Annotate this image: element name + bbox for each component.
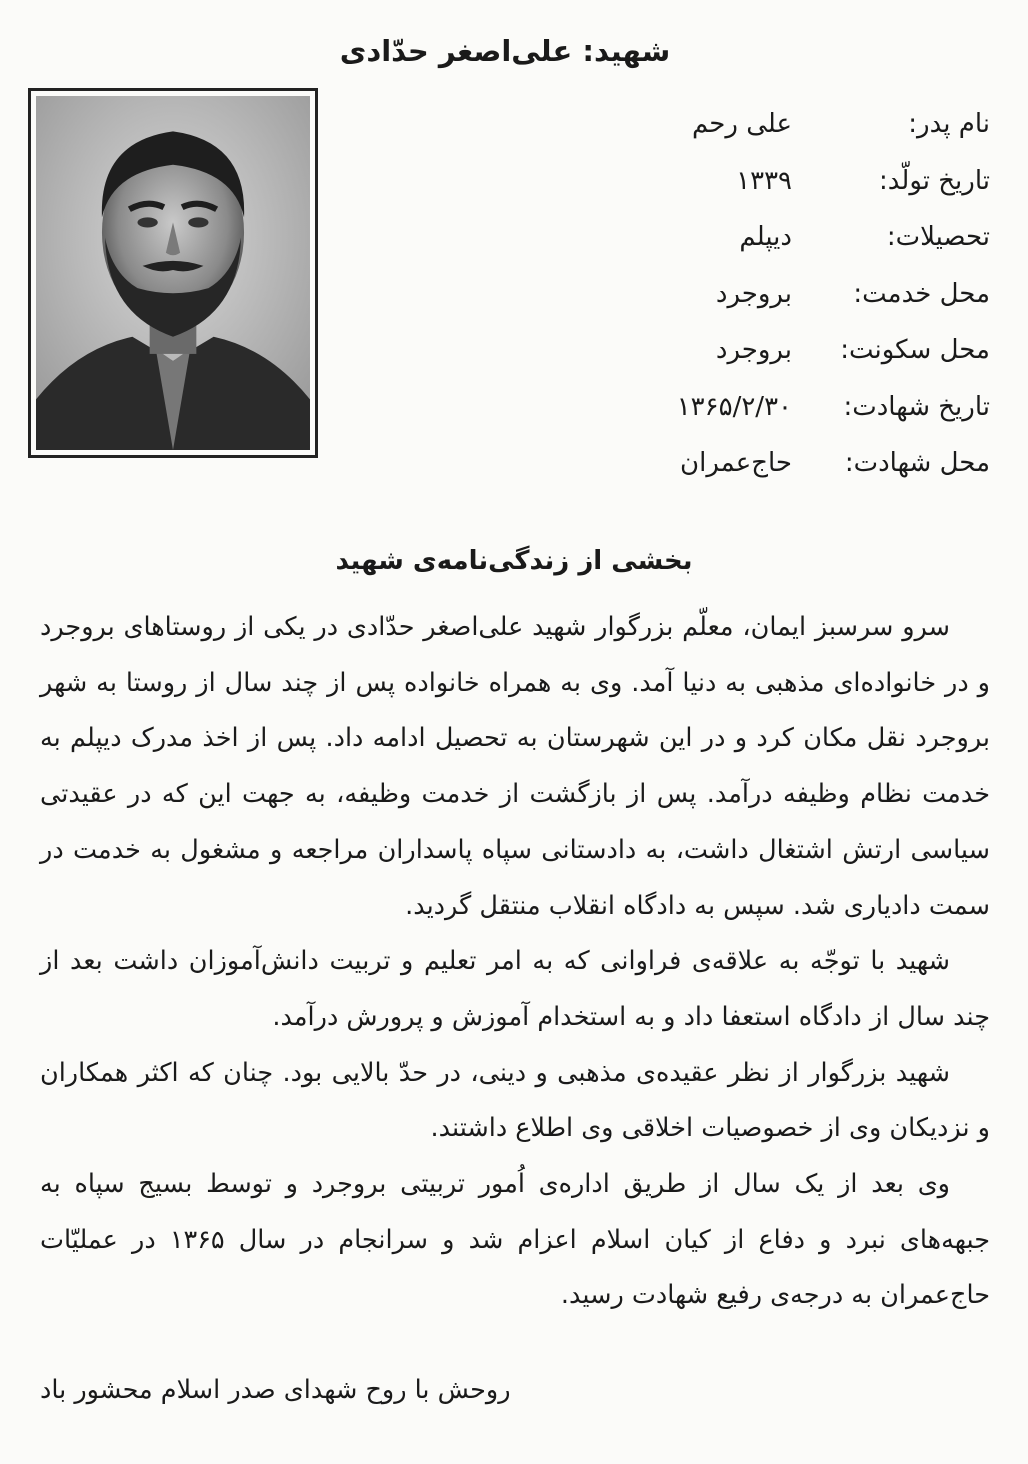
info-label: تحصیلات: bbox=[886, 222, 990, 253]
info-value: حاج‌عمران bbox=[680, 448, 792, 479]
biography-paragraph: وی بعد از یک سال از طریق اداره‌ی اُمور تربیتی بروجرد و توسط بسیج سپاه به جبهه‌های نبرد و دفاع از کیان اسلام اعزام شد و سرانجام در سال ۱۳۶۵ در عملیّات حاج‌عمران به درجه‌ی رفیع شهادت رسید. bbox=[40, 1169, 990, 1311]
info-value: ۱۳۶۵/۲/۳۰ bbox=[676, 391, 792, 422]
biography-paragraph: شهید با توجّه به علاقه‌ی فراوانی که به امر تعلیم و تربیت دانش‌آموزان داشت بعد از چند سال از دادگاه استعفا داد و به استخدام آموزش و پرورش درآمد. bbox=[40, 946, 990, 1032]
biography-paragraph: شهید بزرگوار از نظر عقیده‌ی مذهبی و دینی، در حدّ بالایی بود. چنان که اکثر همکاران و نزدیکان وی از خصوصیات اخلاقی وی اطلاع داشتند. bbox=[40, 1057, 990, 1144]
info-label: تاریخ تولّد: bbox=[879, 165, 990, 196]
martyr-portrait-photo bbox=[28, 88, 318, 458]
martyr-info-list bbox=[590, 96, 990, 492]
closing-prayer: روحش با روح شهدای صدر اسلام محشور باد bbox=[40, 1375, 511, 1405]
info-value: بروجرد bbox=[715, 335, 792, 366]
info-row-residence bbox=[590, 322, 990, 379]
info-value: ۱۳۳۹ bbox=[736, 165, 792, 196]
info-label: محل شهادت: bbox=[844, 448, 990, 479]
info-label: محل سکونت: bbox=[840, 335, 990, 366]
info-row-birth-date bbox=[590, 153, 990, 210]
info-row-education bbox=[590, 209, 990, 266]
biography-paragraph: سرو سرسبز ایمان، معلّم بزرگوار شهید علی‌اصغر حدّادی در یکی از روستاهای بروجرد و در خانواده‌ای مذهبی به دنیا آمد. وی به همراه خانواده پس از چند سال از روستا به شهر بروجرد نقل مکان کرد و در این شهرستان به تحصیل ادامه داد. پس از اخذ مدرک دیپلم به خدمت نظام وظیفه درآمد. پس از بازگشت از خدمت وظیفه، به جهت این که در عقیدتی سیاسی ارتش اشتغال داشت، به دادستانی سپاه پاسداران مراجعه و مشغول به خدمت در سمت دادیاری شد. سپس به دادگاه انقلاب منتقل گردید. bbox=[40, 612, 990, 921]
info-row-service-place bbox=[590, 266, 990, 323]
info-value: دیپلم bbox=[739, 222, 792, 253]
portrait-image bbox=[36, 96, 310, 450]
info-label: محل خدمت: bbox=[853, 278, 990, 309]
biography-heading: بخشی از زندگی‌نامه‌ی شهید bbox=[335, 546, 693, 576]
info-value: بروجرد bbox=[715, 278, 792, 309]
info-row-father-name bbox=[590, 96, 990, 153]
page-title: شهید: علی‌اصغر حدّادی bbox=[339, 34, 671, 68]
info-label: تاریخ شهادت: bbox=[843, 391, 990, 422]
info-value: علی رحم bbox=[692, 109, 792, 140]
info-row-martyrdom-date bbox=[590, 379, 990, 436]
info-row-martyrdom-place bbox=[590, 435, 990, 492]
info-label: نام پدر: bbox=[908, 109, 990, 140]
biography-body bbox=[40, 600, 990, 1324]
